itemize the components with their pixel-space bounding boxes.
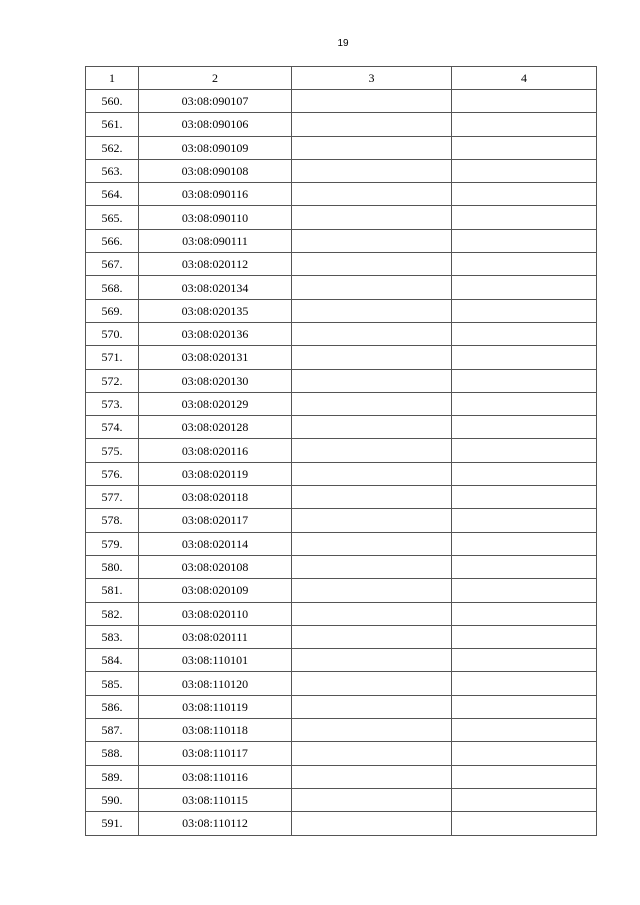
column-4-cell bbox=[452, 579, 597, 602]
code-cell: 03:08:020109 bbox=[139, 579, 292, 602]
column-3-cell bbox=[292, 812, 452, 835]
column-4-cell bbox=[452, 229, 597, 252]
column-3-cell bbox=[292, 625, 452, 648]
column-4-cell bbox=[452, 695, 597, 718]
row-number-cell: 570. bbox=[86, 322, 139, 345]
code-cell: 03:08:020128 bbox=[139, 416, 292, 439]
code-cell: 03:08:020129 bbox=[139, 392, 292, 415]
table-row bbox=[86, 602, 597, 625]
column-3-cell bbox=[292, 276, 452, 299]
column-3-cell bbox=[292, 579, 452, 602]
code-cell: 03:08:020119 bbox=[139, 462, 292, 485]
table-row bbox=[86, 299, 597, 322]
column-3-cell bbox=[292, 206, 452, 229]
code-cell: 03:08:110112 bbox=[139, 812, 292, 835]
table-row bbox=[86, 649, 597, 672]
column-3-cell bbox=[292, 90, 452, 113]
table-row bbox=[86, 625, 597, 648]
row-number-cell: 577. bbox=[86, 486, 139, 509]
column-3-cell bbox=[292, 183, 452, 206]
code-cell: 03:08:090110 bbox=[139, 206, 292, 229]
column-4-cell bbox=[452, 788, 597, 811]
column-4-cell bbox=[452, 90, 597, 113]
column-4-cell bbox=[452, 625, 597, 648]
row-number-cell: 579. bbox=[86, 532, 139, 555]
column-3-cell bbox=[292, 416, 452, 439]
column-3-cell bbox=[292, 742, 452, 765]
code-cell: 03:08:110119 bbox=[139, 695, 292, 718]
row-number-cell: 578. bbox=[86, 509, 139, 532]
table-row bbox=[86, 206, 597, 229]
column-header-4: 4 bbox=[452, 67, 597, 90]
table-row bbox=[86, 742, 597, 765]
column-4-cell bbox=[452, 346, 597, 369]
column-3-cell bbox=[292, 509, 452, 532]
table-row bbox=[86, 462, 597, 485]
column-3-cell bbox=[292, 136, 452, 159]
table-row bbox=[86, 509, 597, 532]
column-3-cell bbox=[292, 113, 452, 136]
row-number-cell: 565. bbox=[86, 206, 139, 229]
table-row bbox=[86, 346, 597, 369]
table-row bbox=[86, 416, 597, 439]
row-number-cell: 580. bbox=[86, 555, 139, 578]
row-number-cell: 585. bbox=[86, 672, 139, 695]
row-number-cell: 566. bbox=[86, 229, 139, 252]
table-row bbox=[86, 788, 597, 811]
row-number-cell: 586. bbox=[86, 695, 139, 718]
row-number-cell: 575. bbox=[86, 439, 139, 462]
table-row bbox=[86, 322, 597, 345]
table-row bbox=[86, 369, 597, 392]
column-3-cell bbox=[292, 672, 452, 695]
column-3-cell bbox=[292, 765, 452, 788]
column-4-cell bbox=[452, 509, 597, 532]
column-header-3: 3 bbox=[292, 67, 452, 90]
row-number-cell: 587. bbox=[86, 719, 139, 742]
column-3-cell bbox=[292, 532, 452, 555]
row-number-cell: 561. bbox=[86, 113, 139, 136]
column-3-cell bbox=[292, 253, 452, 276]
column-4-cell bbox=[452, 276, 597, 299]
row-number-cell: 589. bbox=[86, 765, 139, 788]
table-row bbox=[86, 532, 597, 555]
row-number-cell: 591. bbox=[86, 812, 139, 835]
table-row bbox=[86, 90, 597, 113]
code-cell: 03:08:090116 bbox=[139, 183, 292, 206]
column-4-cell bbox=[452, 183, 597, 206]
row-number-cell: 569. bbox=[86, 299, 139, 322]
code-cell: 03:08:110116 bbox=[139, 765, 292, 788]
row-number-cell: 581. bbox=[86, 579, 139, 602]
column-3-cell bbox=[292, 159, 452, 182]
column-3-cell bbox=[292, 462, 452, 485]
column-4-cell bbox=[452, 486, 597, 509]
row-number-cell: 562. bbox=[86, 136, 139, 159]
code-cell: 03:08:020118 bbox=[139, 486, 292, 509]
row-number-cell: 560. bbox=[86, 90, 139, 113]
header-row bbox=[86, 67, 597, 90]
table-row bbox=[86, 672, 597, 695]
code-cell: 03:08:020131 bbox=[139, 346, 292, 369]
code-cell: 03:08:020135 bbox=[139, 299, 292, 322]
row-number-cell: 588. bbox=[86, 742, 139, 765]
row-number-cell: 582. bbox=[86, 602, 139, 625]
column-4-cell bbox=[452, 462, 597, 485]
column-3-cell bbox=[292, 229, 452, 252]
column-3-cell bbox=[292, 788, 452, 811]
column-4-cell bbox=[452, 159, 597, 182]
code-cell: 03:08:110101 bbox=[139, 649, 292, 672]
column-3-cell bbox=[292, 649, 452, 672]
column-4-cell bbox=[452, 532, 597, 555]
table-row bbox=[86, 579, 597, 602]
column-3-cell bbox=[292, 392, 452, 415]
table-body bbox=[86, 90, 597, 836]
column-4-cell bbox=[452, 392, 597, 415]
row-number-cell: 590. bbox=[86, 788, 139, 811]
column-4-cell bbox=[452, 253, 597, 276]
column-4-cell bbox=[452, 439, 597, 462]
code-cell: 03:08:020117 bbox=[139, 509, 292, 532]
row-number-cell: 571. bbox=[86, 346, 139, 369]
row-number-cell: 564. bbox=[86, 183, 139, 206]
table-row bbox=[86, 719, 597, 742]
column-3-cell bbox=[292, 719, 452, 742]
table-row bbox=[86, 392, 597, 415]
column-4-cell bbox=[452, 136, 597, 159]
column-4-cell bbox=[452, 765, 597, 788]
column-4-cell bbox=[452, 555, 597, 578]
column-3-cell bbox=[292, 346, 452, 369]
column-3-cell bbox=[292, 695, 452, 718]
column-3-cell bbox=[292, 602, 452, 625]
table-row bbox=[86, 439, 597, 462]
code-cell: 03:08:020116 bbox=[139, 439, 292, 462]
row-number-cell: 563. bbox=[86, 159, 139, 182]
row-number-cell: 572. bbox=[86, 369, 139, 392]
code-cell: 03:08:110115 bbox=[139, 788, 292, 811]
column-4-cell bbox=[452, 113, 597, 136]
row-number-cell: 574. bbox=[86, 416, 139, 439]
column-4-cell bbox=[452, 416, 597, 439]
code-cell: 03:08:020134 bbox=[139, 276, 292, 299]
column-3-cell bbox=[292, 299, 452, 322]
column-4-cell bbox=[452, 206, 597, 229]
table-row bbox=[86, 276, 597, 299]
column-3-cell bbox=[292, 439, 452, 462]
code-cell: 03:08:020111 bbox=[139, 625, 292, 648]
column-4-cell bbox=[452, 369, 597, 392]
code-cell: 03:08:090106 bbox=[139, 113, 292, 136]
column-4-cell bbox=[452, 322, 597, 345]
table-row bbox=[86, 765, 597, 788]
code-cell: 03:08:020110 bbox=[139, 602, 292, 625]
data-table bbox=[85, 66, 597, 836]
table-row bbox=[86, 159, 597, 182]
column-3-cell bbox=[292, 369, 452, 392]
column-header-1: 1 bbox=[86, 67, 139, 90]
table-row bbox=[86, 555, 597, 578]
column-4-cell bbox=[452, 602, 597, 625]
column-3-cell bbox=[292, 555, 452, 578]
row-number-cell: 576. bbox=[86, 462, 139, 485]
table-row bbox=[86, 253, 597, 276]
code-cell: 03:08:020136 bbox=[139, 322, 292, 345]
row-number-cell: 573. bbox=[86, 392, 139, 415]
code-cell: 03:08:090111 bbox=[139, 229, 292, 252]
row-number-cell: 584. bbox=[86, 649, 139, 672]
row-number-cell: 583. bbox=[86, 625, 139, 648]
column-4-cell bbox=[452, 812, 597, 835]
column-header-2: 2 bbox=[139, 67, 292, 90]
column-4-cell bbox=[452, 672, 597, 695]
table-header bbox=[86, 67, 597, 90]
table-row bbox=[86, 183, 597, 206]
column-3-cell bbox=[292, 322, 452, 345]
code-cell: 03:08:110117 bbox=[139, 742, 292, 765]
column-3-cell bbox=[292, 486, 452, 509]
row-number-cell: 568. bbox=[86, 276, 139, 299]
row-number-cell: 567. bbox=[86, 253, 139, 276]
column-4-cell bbox=[452, 649, 597, 672]
code-cell: 03:08:090107 bbox=[139, 90, 292, 113]
table-row bbox=[86, 229, 597, 252]
table-row bbox=[86, 695, 597, 718]
code-cell: 03:08:110118 bbox=[139, 719, 292, 742]
code-cell: 03:08:020114 bbox=[139, 532, 292, 555]
table-row bbox=[86, 812, 597, 835]
page-number: 19 bbox=[337, 38, 349, 49]
code-cell: 03:08:090108 bbox=[139, 159, 292, 182]
table-row bbox=[86, 136, 597, 159]
code-cell: 03:08:020108 bbox=[139, 555, 292, 578]
code-cell: 03:08:110120 bbox=[139, 672, 292, 695]
table-row bbox=[86, 486, 597, 509]
code-cell: 03:08:020112 bbox=[139, 253, 292, 276]
column-4-cell bbox=[452, 742, 597, 765]
column-4-cell bbox=[452, 719, 597, 742]
table-row bbox=[86, 113, 597, 136]
column-4-cell bbox=[452, 299, 597, 322]
code-cell: 03:08:020130 bbox=[139, 369, 292, 392]
code-cell: 03:08:090109 bbox=[139, 136, 292, 159]
